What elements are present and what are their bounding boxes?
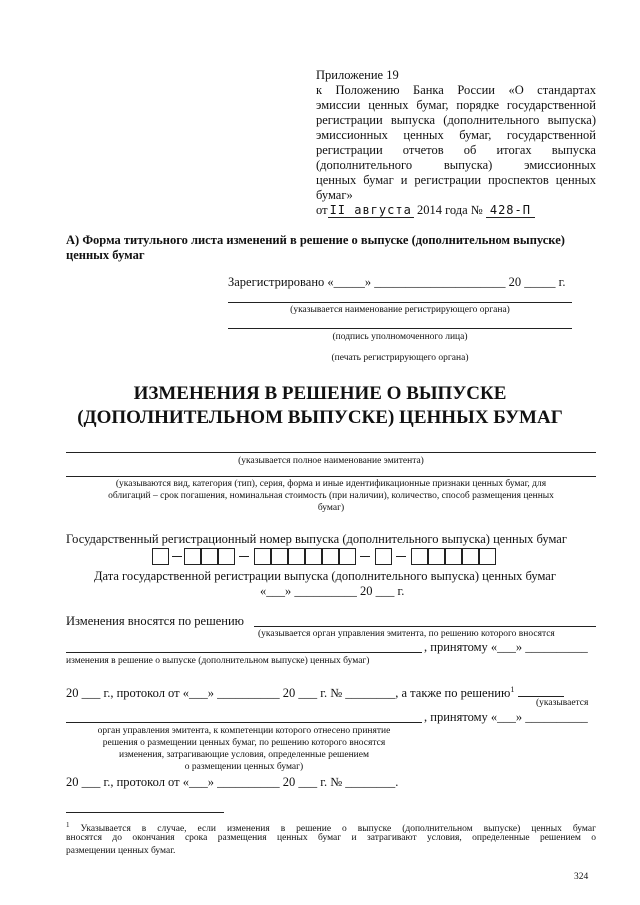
competent-body-note: решения о размещении ценных бумаг, по решению которого вносятся <box>102 738 386 748</box>
securities-props-note: (указываются вид, категория (тип), серия, форма и иные идентификационные признаки ценных бумаг, для <box>115 479 547 489</box>
protocol-line-2: 20 ___ г., протокол от «___» __________ 20 ___ г. № ________. <box>66 775 399 789</box>
competent-body-note: о размещении ценных бумаг) <box>184 762 304 772</box>
footnote-separator <box>66 812 224 813</box>
reg-number-cell[interactable] <box>445 548 462 565</box>
appendix-line: бумаг» <box>316 188 353 202</box>
document-title-line1: ИЗМЕНЕНИЯ В РЕШЕНИЕ О ВЫПУСКЕ <box>133 383 507 404</box>
reg-number-cell[interactable] <box>339 548 356 565</box>
reg-number-cell[interactable] <box>462 548 479 565</box>
reg-date-value: «___» __________ 20 ___ г. <box>260 584 405 598</box>
document-title-line2: (ДОПОЛНИТЕЛЬНОМ ВЫПУСКЕ) ЦЕННЫХ БУМАГ <box>77 407 563 428</box>
appendix-line: регистрации отчетов об итогах выпуска <box>316 143 596 157</box>
reg-number-cell[interactable] <box>254 548 271 565</box>
reg-number-cell[interactable] <box>428 548 445 565</box>
reg-number-cell[interactable] <box>201 548 218 565</box>
reg-number-dash <box>396 556 406 557</box>
reg-number-cell[interactable] <box>152 548 169 565</box>
issuer-name-note: (указывается полное наименование эмитента) <box>238 456 424 466</box>
reg-number-cell[interactable] <box>305 548 322 565</box>
handwritten-date: II августа <box>329 203 412 217</box>
date-prefix: от <box>316 203 328 217</box>
footnote-ref: 1 <box>510 685 515 694</box>
page-number: 324 <box>574 872 589 882</box>
appendix-date-row <box>316 203 535 218</box>
seal-note: (печать регистрирующего органа) <box>331 353 469 363</box>
reg-number-cell[interactable] <box>411 548 428 565</box>
appendix-line: регистрации выпуска (дополнительного выпуска) <box>316 113 596 127</box>
competent-body-line <box>66 722 422 723</box>
issuer-name-line <box>66 452 596 453</box>
footnote-line: вносятся до окончания срока размещения ценных бумаг и затрагивают условия, определенные решением о <box>66 833 596 843</box>
protocol-line-1 <box>66 682 564 701</box>
section-a-heading: А) Форма титульного листа изменений в решение о выпуске (дополнительном выпуске) <box>66 233 565 247</box>
reg-number-cell[interactable] <box>322 548 339 565</box>
appendix-line: к Положению Банка России «О стандартах <box>316 83 596 97</box>
registrar-name-note: (указывается наименование регистрирующего органа) <box>290 305 510 315</box>
date-year: 2014 года № <box>416 203 483 217</box>
securities-props-note: облигаций – срок погашения, номинальная стоимость (при наличии), количество, способ размещения ценных <box>108 491 554 501</box>
specified-note: (указывается <box>536 698 589 708</box>
competent-body-note: изменения, затрагивающие условия, определенные решением <box>119 750 369 760</box>
reg-number-cell[interactable] <box>375 548 392 565</box>
changes-by-decision-label: Изменения вносятся по решению <box>66 614 244 628</box>
registrar-name-line <box>228 302 572 303</box>
reg-number-cell[interactable] <box>271 548 288 565</box>
footnote-line: размещении ценных бумаг. <box>66 846 176 856</box>
decision-body-note: (указывается орган управления эмитента, по решению которого вносятся <box>258 629 555 639</box>
appendix-line: эмиссии ценных бумаг, порядке государственной <box>316 98 596 112</box>
protocol-text: 20 ___ г., протокол от «___» __________ 20 ___ г. № ________, а также по решению <box>66 686 511 701</box>
decision-body-line-2 <box>66 652 422 653</box>
appendix-line: эмиссионных ценных бумаг, государственной <box>316 128 596 142</box>
reg-number-cell[interactable] <box>184 548 201 565</box>
reg-number-label: Государственный регистрационный номер выпуска (дополнительного выпуска) ценных бумаг <box>66 532 567 546</box>
reg-number-dash <box>172 556 182 557</box>
signature-line <box>228 328 572 329</box>
decision-body-note-cont: изменения в решение о выпуске (дополнительном выпуске) ценных бумаг) <box>66 656 370 666</box>
section-a-heading-cont: ценных бумаг <box>66 248 145 262</box>
competent-body-note: орган управления эмитента, к компетенции которого отнесено принятие <box>97 726 391 736</box>
securities-props-note: бумаг) <box>317 503 345 513</box>
decision-body-line <box>254 626 596 627</box>
appendix-number: Приложение 19 <box>316 68 399 82</box>
reg-number-dash <box>360 556 370 557</box>
registered-line: Зарегистрировано «_____» _____________________ 20 _____ г. <box>228 275 566 289</box>
reg-number-cell[interactable] <box>479 548 496 565</box>
reg-number-dash <box>239 556 249 557</box>
appendix-line: (дополнительного выпуска) эмиссионных <box>316 158 596 172</box>
footnote-text: Указывается в случае, если изменения в решение о выпуске (дополнительном выпуске) ценных бумаг <box>80 824 596 835</box>
handwritten-number: 428-П <box>486 203 535 218</box>
reg-number-cell[interactable] <box>288 548 305 565</box>
adopted-date-1: , принятому «___» __________ <box>424 640 588 654</box>
reg-date-label: Дата государственной регистрации выпуска (дополнительного выпуска) ценных бумаг <box>94 569 556 583</box>
footnote-mark: 1 <box>66 821 70 829</box>
reg-number-cell[interactable] <box>218 548 235 565</box>
securities-props-line <box>66 476 596 477</box>
appendix-line: ценных бумаг и регистрации проспектов ценных <box>316 173 596 187</box>
signature-note: (подпись уполномоченного лица) <box>332 332 468 342</box>
adopted-date-2: , принятому «___» __________ <box>424 710 588 724</box>
